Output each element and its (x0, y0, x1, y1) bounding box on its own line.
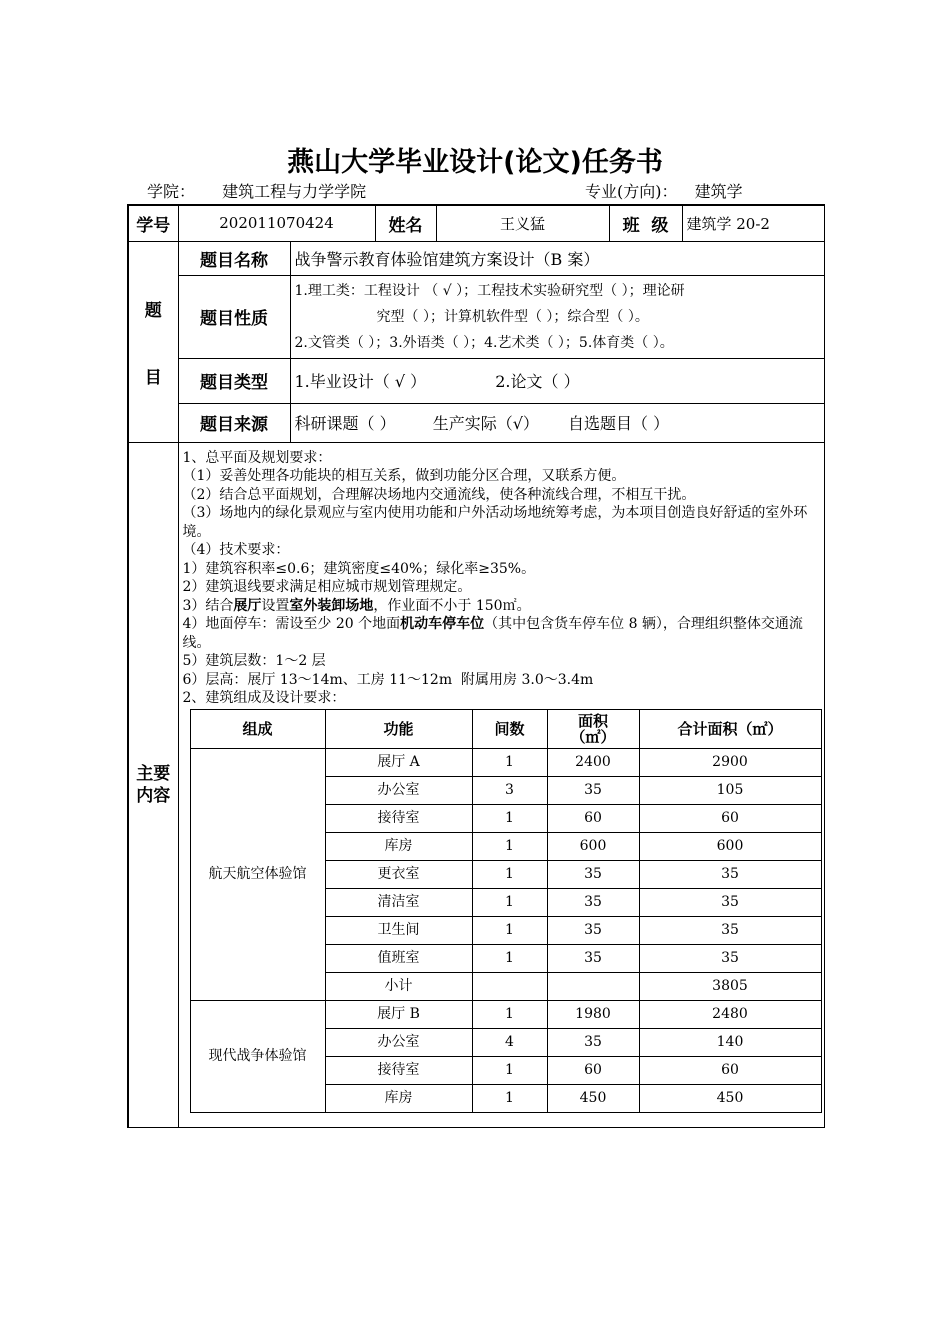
cell: 4 (472, 1028, 547, 1056)
type-option-paper: 2.论文（ ） (495, 372, 580, 391)
major-line (585, 179, 743, 202)
table-row (190, 1000, 821, 1028)
bold-term: 室外装卸场地 (289, 597, 374, 614)
col-header: 间数 (472, 709, 547, 748)
major-value: 建筑学 (694, 182, 743, 201)
task-table (127, 204, 825, 1128)
cell: 1 (472, 944, 547, 972)
group-name: 现代战争体验馆 (190, 1000, 325, 1112)
college-line (147, 179, 366, 202)
text-span: （其中包含货车停车位 8 辆），合理组织整体交通流线。 (182, 616, 803, 651)
topic-source-value (290, 403, 824, 442)
cell: 办公室 (325, 1028, 472, 1056)
cell: 办公室 (325, 776, 472, 804)
composition-table (190, 709, 822, 1113)
col-header: 合计面积（㎡） (639, 709, 821, 748)
col-header: 组成 (190, 709, 325, 748)
cell: 140 (639, 1028, 821, 1056)
cell: 450 (639, 1084, 821, 1112)
cell: 600 (547, 832, 639, 860)
topic-type-label: 题目类型 (178, 358, 290, 403)
content-line: 2、建筑组成及设计要求： (182, 690, 346, 706)
topic-side-char-2: 目 (144, 367, 162, 388)
cell: 卫生间 (325, 916, 472, 944)
topic-type-value (290, 358, 824, 403)
cell: 35 (547, 776, 639, 804)
content-line: （1）妥善处理各功能块的相互关系，做到功能分区合理，又联系方便。 (182, 468, 626, 484)
cell (472, 972, 547, 1000)
cell: 1 (472, 748, 547, 776)
text-span: 4）地面停车：需设至少 20 个地面 (182, 616, 401, 632)
document-title: 燕山大学毕业设计(论文)任务书 (287, 147, 663, 178)
cell: 清洁室 (325, 888, 472, 916)
cell: 展厅 B (325, 1000, 472, 1028)
student-id-label: 学号 (128, 205, 178, 241)
student-id-value: 202011070424 (178, 205, 375, 241)
class-value: 建筑学 20-2 (682, 205, 824, 241)
cell: 接待室 (325, 1056, 472, 1084)
content-line: 1）建筑容积率≤0.6；建筑密度≤40%；绿化率≥35%。 (182, 560, 536, 577)
cell: 1 (472, 888, 547, 916)
type-option-thesis-design: 1.毕业设计（ √ ） (294, 372, 427, 391)
topic-nature-value (290, 275, 824, 358)
cell: 3 (472, 776, 547, 804)
text-span: ，作业面不小于 150㎡。 (373, 597, 531, 614)
content-line: 2）建筑退线要求满足相应城市规划管理规定。 (182, 579, 472, 595)
topic-nature-label: 题目性质 (178, 275, 290, 358)
source-option-production: 生产实际（√） (432, 414, 539, 433)
student-name-label: 姓名 (375, 205, 436, 241)
college-label: 学院： (147, 182, 196, 201)
cell: 60 (547, 804, 639, 832)
cell: 展厅 A (325, 748, 472, 776)
col-header: 功能 (325, 709, 472, 748)
cell: 35 (639, 860, 821, 888)
content-line: 6）层高：展厅 13～14m、工房 11～12m 附属用房 3.0～3.4m (182, 671, 594, 688)
cell: 2400 (547, 748, 639, 776)
cell: 更衣室 (325, 860, 472, 888)
group-name: 航天航空体验馆 (190, 748, 325, 1000)
source-option-self: 自选题目（ ） (567, 414, 670, 433)
nature-line-3: 2.文管类（ ）；3.外语类（ ）；4.艺术类（ ）；5.体育类（ ）。 (294, 334, 674, 351)
topic-side-char-1: 题 (144, 300, 162, 321)
cell: 接待室 (325, 804, 472, 832)
cell: 60 (547, 1056, 639, 1084)
content-line (183, 615, 820, 652)
cell: 35 (547, 944, 639, 972)
topic-source-label: 题目来源 (178, 403, 290, 442)
topic-side-label (128, 241, 178, 442)
cell: 35 (547, 888, 639, 916)
cell: 105 (639, 776, 821, 804)
cell: 1 (472, 832, 547, 860)
cell: 1 (472, 860, 547, 888)
cell: 值班室 (325, 944, 472, 972)
content-line: 1、总平面及规划要求： (182, 449, 332, 466)
content-line: 5）建筑层数：1～2 层 (182, 653, 326, 669)
content-line: （4）技术要求： (182, 542, 290, 558)
cell (547, 972, 639, 1000)
cell: 2900 (639, 748, 821, 776)
cell: 35 (547, 860, 639, 888)
cell: 1 (472, 1084, 547, 1112)
cell: 35 (639, 888, 821, 916)
cell: 库房 (325, 832, 472, 860)
source-option-research: 科研课题（ ） (294, 414, 396, 433)
main-content-label: 主要内容 (128, 442, 178, 1127)
cell: 3805 (639, 972, 821, 1000)
cell: 450 (547, 1084, 639, 1112)
text-span: 设置 (261, 597, 290, 614)
cell: 600 (639, 832, 821, 860)
content-line: （3）场地内的绿化景观应与室内使用功能和户外活动场地统筹考虑，为本项目创造良好舒适的室外环境。 (182, 505, 808, 540)
cell: 1 (472, 1000, 547, 1028)
bold-term: 展厅 (233, 597, 262, 614)
cell: 1 (472, 916, 547, 944)
cell: 60 (639, 804, 821, 832)
cell: 35 (639, 944, 821, 972)
cell: 35 (547, 916, 639, 944)
content-line (183, 597, 820, 616)
topic-name-value: 战争警示教育体验馆建筑方案设计（B 案） (290, 241, 824, 275)
bold-term: 机动车停车位 (400, 616, 485, 632)
cell: 2480 (639, 1000, 821, 1028)
cell: 1 (472, 1056, 547, 1084)
cell: 60 (639, 1056, 821, 1084)
cell: 35 (639, 916, 821, 944)
nature-line-1: 1.理工类：工程设计 （ √ ）；工程技术实验研究型（ ）；理论研 (294, 282, 685, 299)
cell: 35 (547, 1028, 639, 1056)
cell: 小计 (325, 972, 472, 1000)
cell: 1980 (547, 1000, 639, 1028)
main-content-body (178, 442, 824, 1127)
nature-line-2: 究型（ ）；计算机软件型（ ）；综合型（ ）。 (376, 308, 649, 325)
table-row (190, 748, 821, 776)
content-line: （2）结合总平面规划，合理解决场地内交通流线，使各种流线合理，不相互干扰。 (182, 486, 696, 503)
class-label: 班 级 (609, 205, 682, 241)
text-span: 3）结合 (182, 597, 234, 614)
college-value: 建筑工程与力学学院 (222, 182, 367, 201)
cell: 1 (472, 804, 547, 832)
student-name-value: 王义猛 (436, 205, 609, 241)
col-header: 面积（㎡） (547, 709, 639, 748)
major-label: 专业(方向)： (585, 182, 678, 201)
cell: 库房 (325, 1084, 472, 1112)
topic-name-label: 题目名称 (178, 241, 290, 275)
